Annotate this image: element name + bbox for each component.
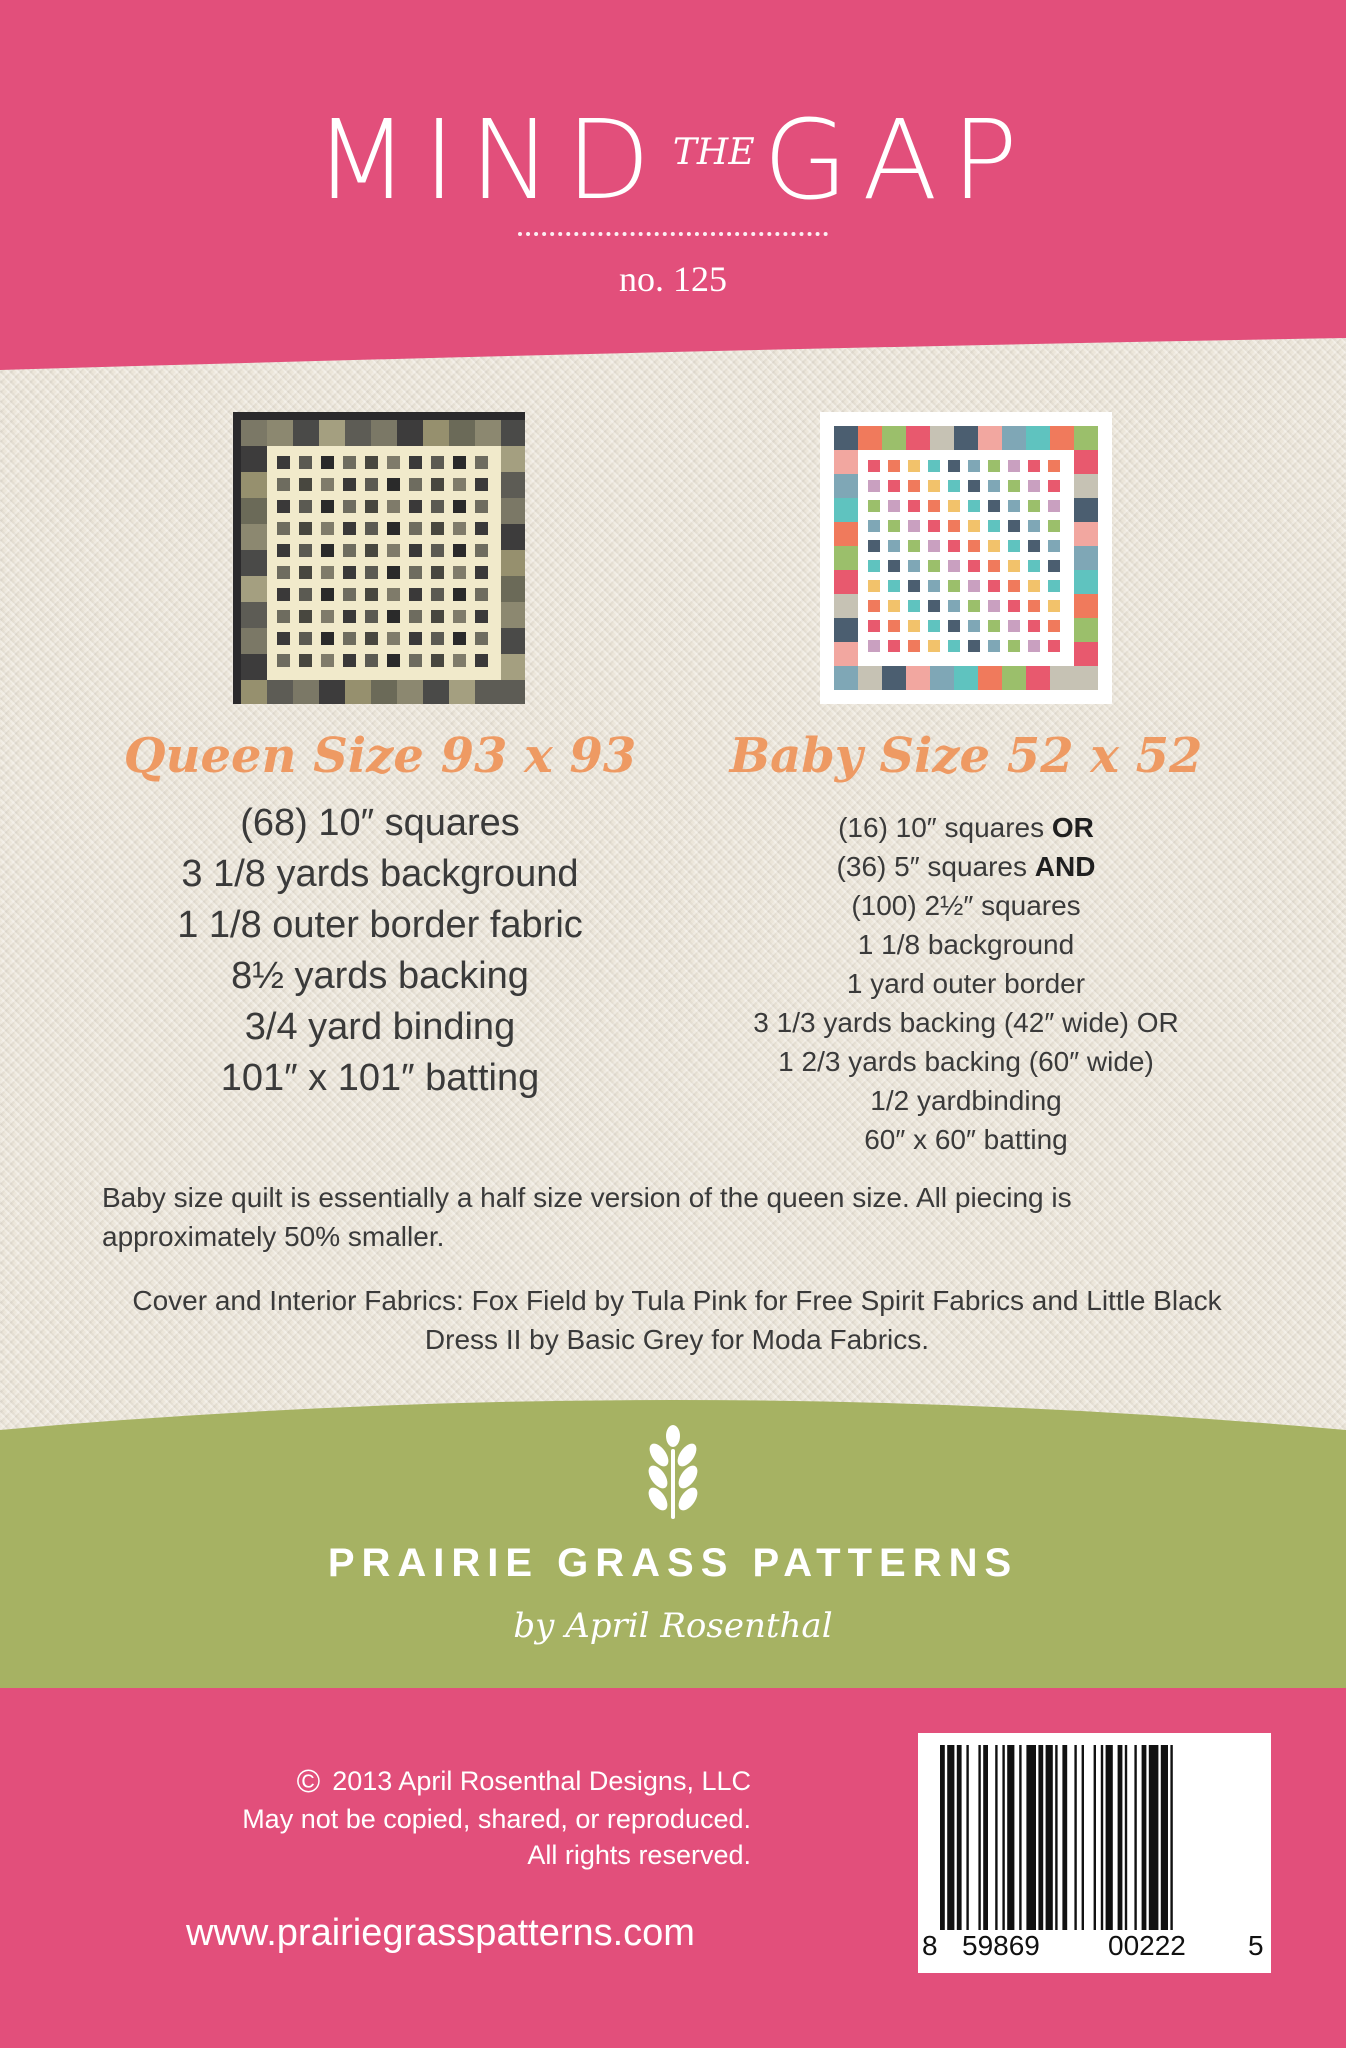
queen-item: (68) 10″ squares [240,802,520,844]
pattern-number: no. 125 [619,259,727,299]
title-the: THE [672,131,755,173]
copyright-block [131,1763,751,1873]
queen-item: 101″ x 101″ batting [220,1057,540,1099]
baby-quilt-image [820,412,1112,704]
queen-quilt-image [233,412,525,704]
title-dotted-rule [518,232,828,236]
queen-size-title: Queen Size 93 x 93 [123,728,637,784]
queen-item: 3/4 yard binding [244,1006,516,1048]
barcode [918,1733,1271,1973]
baby-item: 1 1/8 background [857,929,1075,960]
baby-item: 1 2/3 yards backing (60″ wide) [778,1046,1154,1077]
baby-item: 3 1/3 yards backing (42″ wide) OR [753,1007,1179,1038]
barcode-digit-group: 5 [1248,1930,1264,1961]
baby-materials-list [686,808,1246,1159]
baby-item: (100) 2½″ squares [851,890,1081,921]
queen-item: 3 1/8 yards background [181,853,579,895]
queen-item: 1 1/8 outer border fabric [177,904,583,946]
copyright-rights: All rights reserved. [527,1840,751,1870]
baby-size-title: Baby Size 52 x 52 [729,728,1203,784]
copyright-line [297,1763,751,1799]
pattern-title [0,96,1346,224]
barcode-digits [918,1930,1271,1968]
copyright-restriction: May not be copied, shared, or reproduced. [242,1804,751,1834]
barcode-digit-group: 00222 [1108,1930,1186,1961]
copyright-icon: © [296,1763,321,1799]
baby-item: 1 yard outer border [846,968,1086,999]
baby-item: 60″ x 60″ batting [864,1124,1068,1155]
barcode-digit-group: 8 [922,1930,938,1961]
baby-item: (36) 5″ squares AND [836,851,1096,882]
queen-materials-list [100,798,660,1104]
fabric-credits: Cover and Interior Fabrics: Fox Field by Tula Pink for Free Spirit Fabrics and Little Black Dress II by Basic Grey for Moda Fabrics. [132,1285,1222,1355]
baby-item: (16) 10″ squares OR [838,812,1094,843]
title-mind: MIND [314,96,665,224]
brand-byline: by April Rosenthal [513,1606,833,1646]
barcode-digit-group: 59869 [962,1930,1040,1961]
wheat-icon [640,1425,706,1521]
brand-name: PRAIRIE GRASS PATTERNS [327,1541,1019,1585]
website-url[interactable]: www.prairiegrasspatterns.com [186,1912,695,1954]
queen-item: 8½ yards backing [231,955,529,997]
size-note: Baby size quilt is essentially a half size version of the queen size. All piecing is approximately 50% smaller. [102,1182,1072,1252]
copyright-text: 2013 April Rosenthal Designs, LLC [332,1766,751,1796]
baby-item: 1/2 yardbinding [870,1085,1062,1116]
title-gap: GAP [763,96,1032,224]
